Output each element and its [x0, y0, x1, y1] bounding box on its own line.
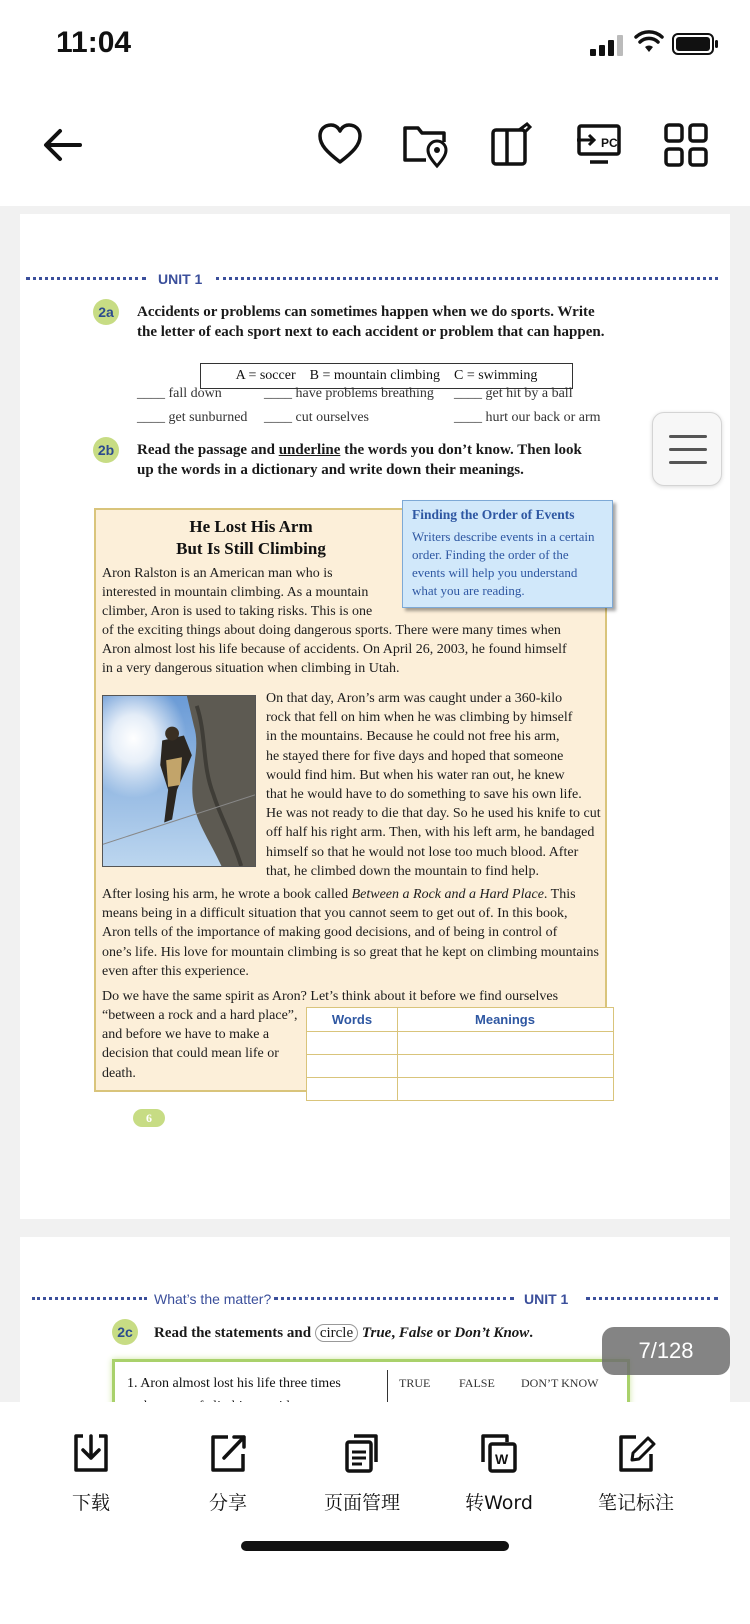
option-dont-know[interactable]: DON’T KNOW	[521, 1376, 599, 1390]
svg-text:PC: PC	[601, 136, 618, 150]
passage-paragraph: Aron Ralston is an American man who is interested in mountain climbing. As a mountain climber, Aron is used to taking risks. This is one	[102, 566, 373, 620]
download-button[interactable]	[26, 1432, 156, 1515]
passage-paragraph: After losing his arm, he wrote a book called Between a Rock and a Hard Place. This means being in a difficult situation that you cannot seem to get out of. In this book, Aron tells of the importance of making good decisions, and of being in control of one’s life. His love for mountain climbing is so great that he kept on climbing mountains even after this experience.	[102, 887, 599, 979]
top-toolbar	[0, 90, 750, 206]
pc-cast-icon[interactable]	[574, 120, 624, 170]
page-manage-icon	[342, 1432, 382, 1474]
reading-tip-callout	[402, 500, 613, 608]
heart-icon[interactable]	[315, 120, 365, 170]
blank-item: ____ get sunburned	[137, 410, 248, 425]
exercise-badge: 2b	[93, 437, 119, 463]
grid-apps-icon[interactable]	[661, 120, 711, 170]
page-manage-button[interactable]	[297, 1432, 427, 1515]
download-label: 下载	[71, 1492, 110, 1514]
passage-title: He Lost His Arm But Is Still Climbing	[176, 517, 326, 558]
blank-item: ____ have problems breathing	[264, 386, 434, 401]
page-number: 6	[133, 1109, 165, 1127]
callout-body: Writers describe events in a certain order. Finding the order of the events will help you understand what you are reading.	[412, 529, 595, 598]
bottom-action-bar	[0, 1402, 750, 1624]
battery-icon	[672, 32, 720, 56]
status-time: 11:04	[56, 26, 132, 59]
blank-item: ____ get hit by a ball	[454, 386, 573, 401]
unit-header	[26, 271, 718, 285]
convert-word-label: 转Word	[465, 1492, 533, 1514]
blank-item: ____ hurt our back or arm	[454, 410, 601, 425]
status-bar	[0, 0, 750, 90]
exercise-badge: 2c	[112, 1319, 138, 1345]
passage-paragraph: On that day, Aron’s arm was caught under a 360-kilo rock that fell on him when he was climbing by himself in the mountains. Because he could not free his arm, he stayed there for five days and hoped that someone would find him. But when his water ran out, he knew that he would have to do something to save his own life. He was not ready to die that day. So he used his knife to cut off half his right arm. Then, with his left arm, he bandaged himself so that he would not lose too much blood. After that, he climbed down the mountain to find help.	[266, 691, 601, 879]
note-annotate-label: 笔记标注	[597, 1492, 674, 1514]
svg-text:W: W	[495, 1451, 509, 1467]
share-button[interactable]	[163, 1432, 293, 1515]
unit-label: UNIT 1	[154, 271, 206, 287]
option-true[interactable]: TRUE	[399, 1376, 431, 1390]
passage-paragraph: Do we have the same spirit as Aron? Let’s think about it before we find ourselves	[102, 989, 559, 1004]
passage-paragraph: “between a rock and a hard place”, and before we have to make a decision that could mean life or death.	[102, 1008, 298, 1081]
convert-word-button[interactable]	[434, 1432, 564, 1515]
meanings-column-header: Meanings	[475, 1012, 535, 1027]
statement-row: 1. Aron almost lost his life three times	[127, 1376, 341, 1391]
cellular-signal-icon	[590, 34, 626, 56]
document-page	[20, 214, 730, 1219]
climber-photo	[102, 695, 256, 867]
unit-header	[26, 1291, 718, 1305]
home-indicator[interactable]	[241, 1541, 509, 1551]
exercise-instruction: Read the statements and circle True, False or Don’t Know.	[154, 1325, 534, 1341]
folder-location-icon[interactable]	[400, 120, 450, 170]
side-menu-handle[interactable]	[652, 412, 722, 486]
exercise-instruction: Read the passage and underline the words you don’t know. Then look up the words in a dictionary and write down their meanings.	[137, 442, 582, 478]
words-column-header: Words	[331, 1012, 373, 1027]
note-edit-icon	[616, 1432, 656, 1474]
page-counter: 7/128	[602, 1327, 730, 1375]
passage-paragraph: of the exciting things about doing dangerous sports. There were many times when Aron almost lost his life because of accidents. On April 26, 2003, he found himself in a very dangerous situation when climbing in Utah.	[102, 623, 567, 677]
document-viewer[interactable]	[0, 206, 750, 1454]
wifi-icon	[634, 30, 664, 54]
sports-legend-box: A = soccer B = mountain climbing C = swimming	[200, 363, 573, 389]
back-arrow-icon[interactable]	[38, 120, 88, 170]
note-annotate-button[interactable]	[571, 1432, 701, 1515]
blank-item: ____ fall down	[137, 386, 222, 401]
callout-title: Finding the Order of Events	[412, 507, 575, 522]
exercise-instruction: Accidents or problems can sometimes happen when we do sports. Write the letter of each sport next to each accident or problem that can happen.	[137, 304, 605, 340]
page-manage-label: 页面管理	[323, 1492, 400, 1514]
share-label: 分享	[208, 1492, 247, 1514]
share-icon	[208, 1432, 248, 1474]
reader-mode-icon[interactable]	[487, 120, 537, 170]
chapter-title: What’s the matter?	[150, 1291, 275, 1307]
download-icon	[71, 1432, 111, 1474]
words-meanings-table	[306, 1007, 614, 1101]
word-convert-icon	[479, 1432, 519, 1474]
exercise-badge: 2a	[93, 299, 119, 325]
option-false[interactable]: FALSE	[459, 1376, 495, 1390]
blank-item: ____ cut ourselves	[264, 410, 369, 425]
unit-label: UNIT 1	[520, 1291, 572, 1307]
